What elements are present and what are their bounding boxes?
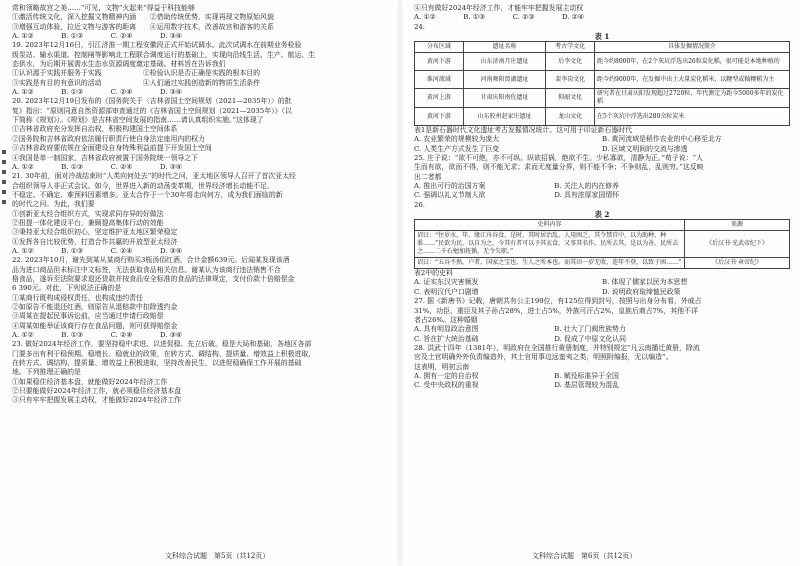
table-cell: 黄河下游 [415, 108, 464, 126]
binding-holes [2, 150, 7, 240]
text-line: 31%，功臣、重臣及其子孙占28%，进士占5%，外族可汗占2%，皇族后裔占7%，其他不详 [414, 306, 698, 315]
question-24 [414, 23, 790, 154]
text-line: ①激活传统文化，深入挖掘文物精神内涵 ②借助传统优势，实现再现文物原始风貌 [12, 13, 274, 22]
table-cell: 后李文化 [546, 53, 595, 71]
left-page-footer: 文科综合试题 第5页（共12页） [165, 552, 270, 560]
table-1 [414, 41, 790, 126]
q26-number: 26. [414, 200, 425, 209]
text-line: 19. 2023年12月16日，引江济淮一期工程安徽段正式开始试调水。此次试调水在前期业务检验 [12, 41, 302, 50]
q24-stem: 表1是新石器时代文化遗址考古发掘情况统计。这可用于印证新石器时代 [414, 126, 632, 135]
text-line: A. ①② B. ①③ C. ②④ D. ③④ [12, 162, 182, 171]
text-line: 22. 2023年10月，谢先到某从某商行购买3瓶汤佰红酒，合计金额639元。后闻某发现该酒 [12, 256, 290, 265]
text-line: A. ①② B. ①③ C. ②④ D. ③④ [12, 246, 182, 255]
text-line: 合组织领导人非正式会议。如今，世界进入新的动荡变革期，世界经济增长动能不足、 [12, 181, 274, 190]
table-cell: 《后汉书·光武帝纪下》 [685, 231, 790, 258]
text-line: ④发挥各自比较优势，打造合作共赢的开放型亚太经济 [12, 237, 178, 246]
text-line: ②国务院和吉林省政府依法履行职责行使自身法定座用内的权力 [12, 134, 205, 143]
text-line: 20. 2023年12月19日发布的《国务院关于〈吉林省国土空间规划（2021—2035年）〉的批 [12, 97, 292, 106]
text-line: A. ①② B. ①③ C. ②④ D. ③④ [12, 331, 182, 340]
q24-option-b: B. 黄河流域是稻作农业的中心移至北方 [602, 135, 722, 144]
text-line: 态供水，为后期开展需水生态水资源调度奠定基础。材料旨在告诉我们 [12, 60, 226, 69]
question-25 [414, 154, 790, 201]
text-line: 的时代之问。为此，我们要 [12, 200, 95, 209]
text-line: 品为进口商品但未标注中文标签，无法获取食品相关信息。谢某认为该商行违法销售不合 [12, 265, 281, 274]
table-1-title: 表 1 [594, 32, 610, 42]
text-line: ①如果稳住经济基本盘，就能做好2024年经济工作 [12, 377, 168, 386]
question-28 [414, 344, 790, 391]
table-1-header-cell: 考古学文化 [546, 42, 595, 53]
text-line: C. 强调以礼义节制人欲 D. 具有浓厚家国情怀 [414, 191, 620, 200]
q24-number: 24. [414, 22, 425, 31]
table-2 [414, 219, 790, 269]
text-line: A. 推出可行的治国方案 B. 关注人的内在修养 [414, 182, 619, 191]
text-line: 21. 30年前，面对冷战结束时“人类向何处去”的时代之问，亚太地区领导人召开了首次亚太经 [12, 172, 296, 181]
text-line: ②只要能做好2024年经济工作，就必须稳住经济基本盘 [12, 387, 182, 396]
table-row [415, 53, 790, 71]
table-cell: 《后汉书·章帝纪》 [685, 258, 790, 269]
table-2-header-row [415, 220, 790, 231]
q26-option-c: C. 表明汉代户口剧增 [414, 287, 479, 296]
text-line: C. 受中央政权的重视 D. 基层管理较为混乱 [414, 381, 620, 390]
table-2-header-cell: 来源 [685, 220, 790, 231]
q26-options-row-1 [414, 278, 790, 287]
text-line: 23. 做好2024年经济工作，要坚持稳中求进、以进促稳、先立后破。稳是大局和基础，各地区各部 [12, 340, 312, 349]
table-cell: 山东济南月庄遗址 [463, 53, 546, 71]
table-cell: 裴李岗文化 [546, 71, 595, 89]
text-line: ②如原告不能退还红酒，则原告从退赔款中扣除透约金 [12, 303, 178, 311]
text-line: ③周某在提起民事诉讼前，应当通过申请行政赔偿 [12, 312, 164, 321]
text-line: A. ①② B. ①③ C. ②④ D. ③④ [12, 32, 182, 41]
text-line: 27. 据《新唐书》记载，唐朝共有公主199位，有125位得到封号，按照与出身分布看，外戚占 [414, 297, 702, 306]
q26-options-row-2 [414, 288, 790, 297]
text-line: 地。下列推理正确的是 [12, 368, 81, 377]
q24-option-c: C. 人类生产方式发生了巨变 [414, 144, 500, 153]
right-page-footer: 文科综合试题 第6页（共12页） [532, 552, 637, 560]
table-cell: 距今约8000年，在2个灰坑浮选出26粒炭化稻，很可能是本地种植的 [595, 53, 790, 71]
table-row [415, 258, 790, 269]
text-line: A. 具有明显政治意图 B. 壮大了门阀贵族势力 [414, 325, 626, 334]
text-line: ①创新亚太经合组织方式，实现求同存异的好做法 [12, 209, 164, 218]
text-line: 不稳定、不确定、难预料因素增多。亚太合作于一个30年将走向何方，成为我们面临的新 [12, 190, 283, 199]
text-line: 官及土官明确外外负责编造外，其土官用事边远蛮夷之类，明照附编报，无以编造”。 [414, 353, 673, 362]
table-cell: 黄河下游 [415, 53, 464, 71]
table-row [415, 108, 790, 126]
q24-option-d: D. 区域文明间的交流与渗透 [602, 144, 688, 153]
text-line: 6 390元。对此，下列说法正确的是 [12, 284, 122, 293]
table-cell: 在5个灰坑中浮选出280余粒炭米 [595, 108, 790, 126]
text-line: A. ①② B. ①③ C. ②④ D. ③④ [12, 88, 182, 97]
text-line: A. 拥有一定的自治权 B. 赋役标准异于全国 [414, 371, 619, 380]
text-line: ③秉持亚太经合组织初心，坚定维护亚太地区繁荣稳定 [12, 228, 178, 237]
text-line: 28. 洪武十四年（1381年），明政府在全国推行黄册制度，并特别规定“凡云南播迁黄册，除流 [414, 343, 700, 352]
table-cell: 距今约9000年，在发掘中出土大量炭化稻米，以粳型或籼粳稻为主 [595, 71, 790, 89]
text-line: 在转方式、调结构、提质量、增效益上积极进取，坚持改善民生，以进促稳确保工作开展的基础 [12, 359, 302, 368]
text-line: 生而有欲，欲而不得，则不能无求；求而无度量分界，则不能不争；不争则乱，乱则穷。”这反映 [414, 163, 704, 172]
text-line: ③吉林省政府要依规在全面建设自身特殊利益前提下开发国土空间 [12, 144, 212, 153]
text-line: ①某商行既构成侵权责任，也构成违约责任 [12, 293, 143, 302]
text-line: ④只有做好2024年经济工作，才能牢牢把握发展主动权 [414, 4, 584, 12]
text-line: ①吉林省政府充分发挥自治权，积极构建国土空间体系 [12, 125, 178, 134]
table-cell: 淮河流域 [415, 71, 464, 89]
text-line: 者占26%。这种婚姻 [414, 315, 478, 324]
text-line: ②扭提一体化建设平台，兼顾提高集体行动的效能 [12, 218, 164, 227]
question-27 [414, 297, 790, 344]
text-line: 赏和领略故宫之美……“可见，文物”火起来“得益于科技能够 [12, 4, 195, 12]
table-row [415, 231, 790, 258]
table-2-title: 表 2 [594, 210, 610, 220]
text-line: ①认识源于实践并服务于实践 ②检验认识是否正确是实践的根本目的 [12, 69, 261, 78]
table-row [415, 89, 790, 108]
text-line: 出二者都 [414, 172, 442, 181]
table-cell: 龙山文化 [546, 108, 595, 126]
text-line: C. 旨在扩大统治基础 D. 促成了中原文化认同 [414, 334, 627, 343]
table-1-header-cell: 遗址名称 [463, 42, 546, 53]
text-line: ③增强互动体验，拉近文物与游客的距离 ④运用数字技术，改善故宫和游客的关系 [12, 22, 274, 31]
left-page [0, 0, 398, 566]
text-line: 格食品，遂诉至法院要求退还货款并按食品安全标准的食品的法律规定，支付价款十倍赔偿金 [12, 274, 295, 283]
table-cell: 研究者在甘肃庆阳发现超过2720粒，年代测定为距今5000多年的炭化稻 [595, 89, 790, 108]
table-1-header-cell: 具体发掘情况简介 [595, 42, 790, 53]
text-line: 这表明，明初云南 [414, 362, 470, 371]
text-line: 门要多出有利于稳预期、稳增长、稳就业的政策，在转方式、调结构、提质量、增效益上积极进取， [12, 349, 316, 358]
table-cell: 山东胶州赵家庄遗址 [463, 108, 546, 126]
table-row [415, 71, 790, 89]
q24-options-row-2 [414, 145, 790, 154]
text-line: ③实践是有目的有意识的活动 ④人们通过实践创造新的物质生活条件 [12, 78, 261, 87]
table-cell: 仰韶文化 [546, 89, 595, 108]
right-page-content [414, 4, 790, 548]
text-line: ④我国是单一制国家，吉林省政府被置于国务院统一领导之下 [12, 153, 199, 162]
q26-option-a: A. 证实东汉灾害频发 [414, 278, 479, 287]
table-cell: 河南舞阳贾湖遗址 [463, 71, 546, 89]
left-page-content [12, 4, 388, 548]
table-1-header-row [415, 42, 790, 53]
text-line: 复》指出：“原则同意自然资源部审查通过的《吉林省国土空间规划（2021—2035年）》（以 [12, 106, 292, 115]
q24-option-a: A. 农业繁荣的规模较为庞大 [414, 135, 500, 144]
q26-stem: 表2中的史料 [414, 269, 453, 278]
table-cell: 诏曰：“往岁水，年，缘江舟谷食，是时，其时居治乱，人用困乏，其令禁宫中，以为助种，种黍……”民欲为民，以自为之，今其有者可以予其衣食，又事其名作，民所去其，是以为善，民所去之……二千石勉加抚循，无令失职。” [415, 231, 685, 258]
q26-option-b: B. 体现了儒家以民为本思想 [602, 278, 688, 287]
q23-options-continued [414, 4, 790, 23]
text-line: 25. 庄子说：“欲不可绝，亦不可纵。纵欲招祸，绝欲不生。少私寡欲，清静为正。”荀子说：“人 [414, 154, 703, 163]
right-page [402, 0, 800, 566]
table-2-header-cell: 史料内容 [415, 220, 685, 231]
text-line: A. ①② B. ①③ C. ②③ D. ②④ [414, 13, 584, 22]
q26-option-d: D. 说明政府取缔恤民政策 [602, 287, 681, 296]
table-cell: 诏曰：“五谷不熟，户者，国家之宝也，生人之所本也。而其田一岁无收，连年不登，以致于困……” [415, 258, 685, 269]
table-cell: 黄河上游 [415, 89, 464, 108]
text-line: ③只有牢牢把握发展主动权，才能做好2024年经济工作 [12, 396, 182, 405]
text-line: 级泵站、输水渠道、控制闸等影响北工程联合调度运行的基础上，实现向沿线生活、生产、航运、生 [12, 50, 316, 59]
question-26 [414, 201, 790, 297]
text-line: 下简称《规划》）。《规划》是吉林省空间发展的指南……请认真组织实施。”这体现了 [12, 116, 264, 125]
table-cell: 甘肃庆阳南佐遗址 [463, 89, 546, 108]
q24-options-row-1 [414, 135, 790, 144]
table-1-header-cell: 分布区域 [415, 42, 464, 53]
text-line: ④周某如能举证该商行存在食品问题，则可获得赔偿金 [12, 321, 178, 330]
